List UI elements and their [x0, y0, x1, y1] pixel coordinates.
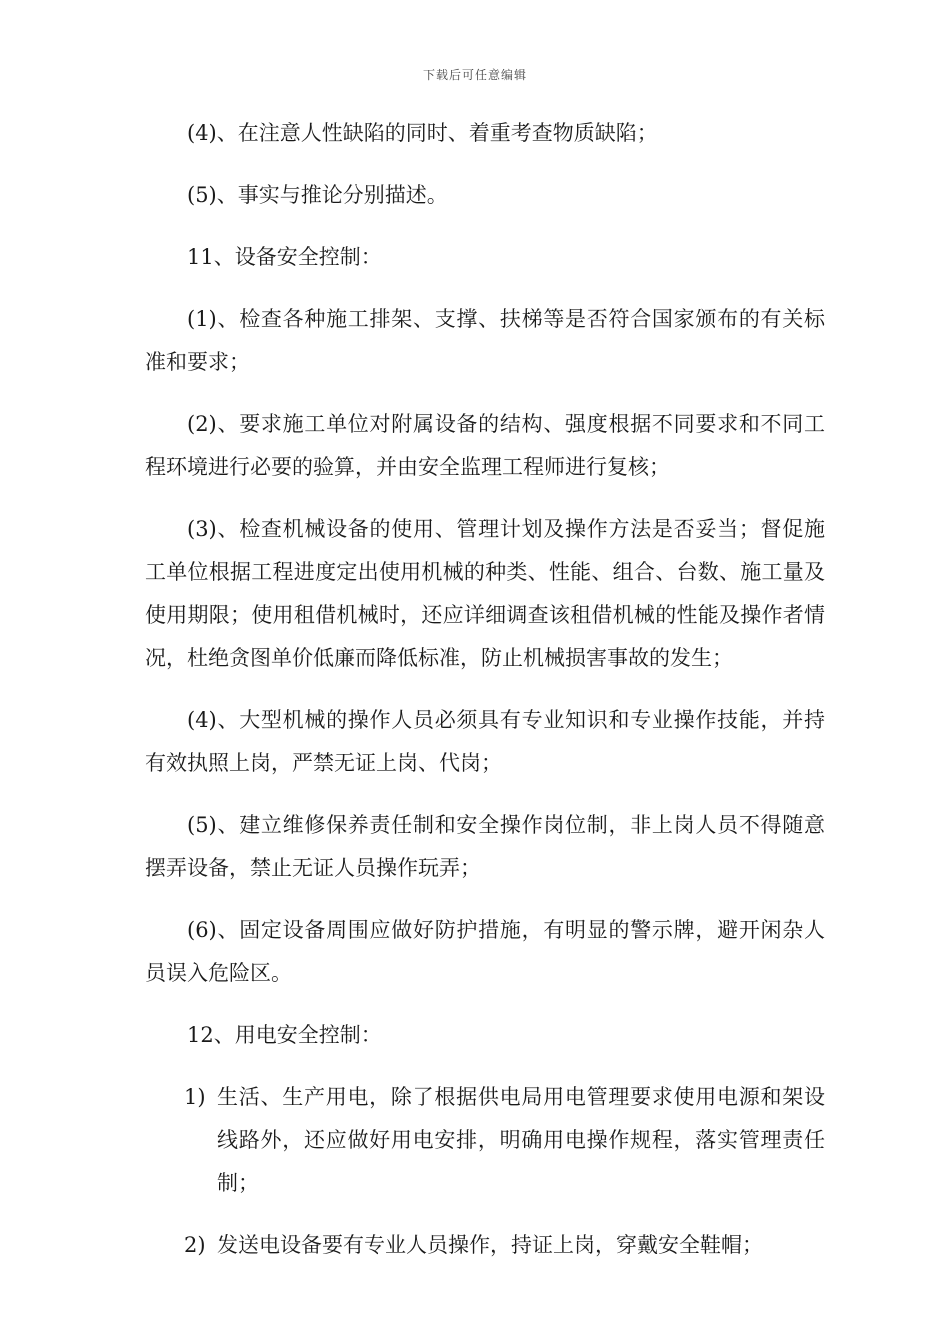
list-item-number: 2) — [184, 1233, 206, 1257]
paragraph: (1)、检查各种施工排架、支撑、扶梯等是否符合国家颁布的有关标准和要求； — [145, 307, 825, 374]
list-item-number: 1) — [184, 1085, 206, 1109]
page-header: 下载后可任意编辑 — [422, 68, 527, 82]
paragraph: (4)、大型机械的操作人员必须具有专业知识和专业操作技能，并持有效执照上岗，严禁无证上岗、代岗； — [145, 708, 825, 775]
paragraph: (2)、要求施工单位对附属设备的结构、强度根据不同要求和不同工程环境进行必要的验算，并由安全监理工程师进行复核； — [145, 412, 825, 479]
list-item-text: 发送电设备要有专业人员操作，持证上岗，穿戴安全鞋帽； — [217, 1233, 763, 1257]
section-heading: 11、设备安全控制： — [187, 245, 382, 269]
document-body — [145, 112, 825, 1286]
paragraph: (3)、检查机械设备的使用、管理计划及操作方法是否妥当；督促施工单位根据工程进度定出使用机械的种类、性能、组合、台数、施工量及使用期限；使用租借机械时，还应详细调查该租借机械的性能及操作者情况，杜绝贪图单价低廉而降低标准，防止机械损害事故的发生； — [145, 517, 825, 670]
paragraph: (5)、建立维修保养责任制和安全操作岗位制，非上岗人员不得随意摆弄设备，禁止无证人员操作玩弄； — [145, 813, 825, 880]
paragraph: (6)、固定设备周围应做好防护措施，有明显的警示牌，避开闲杂人员误入危险区。 — [145, 918, 825, 985]
list-item — [145, 1224, 825, 1267]
paragraph: (4)、在注意人性缺陷的同时、着重考查物质缺陷； — [187, 121, 658, 145]
list-item — [145, 1076, 825, 1205]
list-item-text: 生活、生产用电，除了根据供电局用电管理要求使用电源和架设线路外，还应做好用电安排，明确用电操作规程，落实管理责任制； — [217, 1085, 825, 1195]
paragraph: (5)、事实与推论分别描述。 — [187, 183, 448, 207]
section-heading: 12、用电安全控制： — [187, 1023, 382, 1047]
